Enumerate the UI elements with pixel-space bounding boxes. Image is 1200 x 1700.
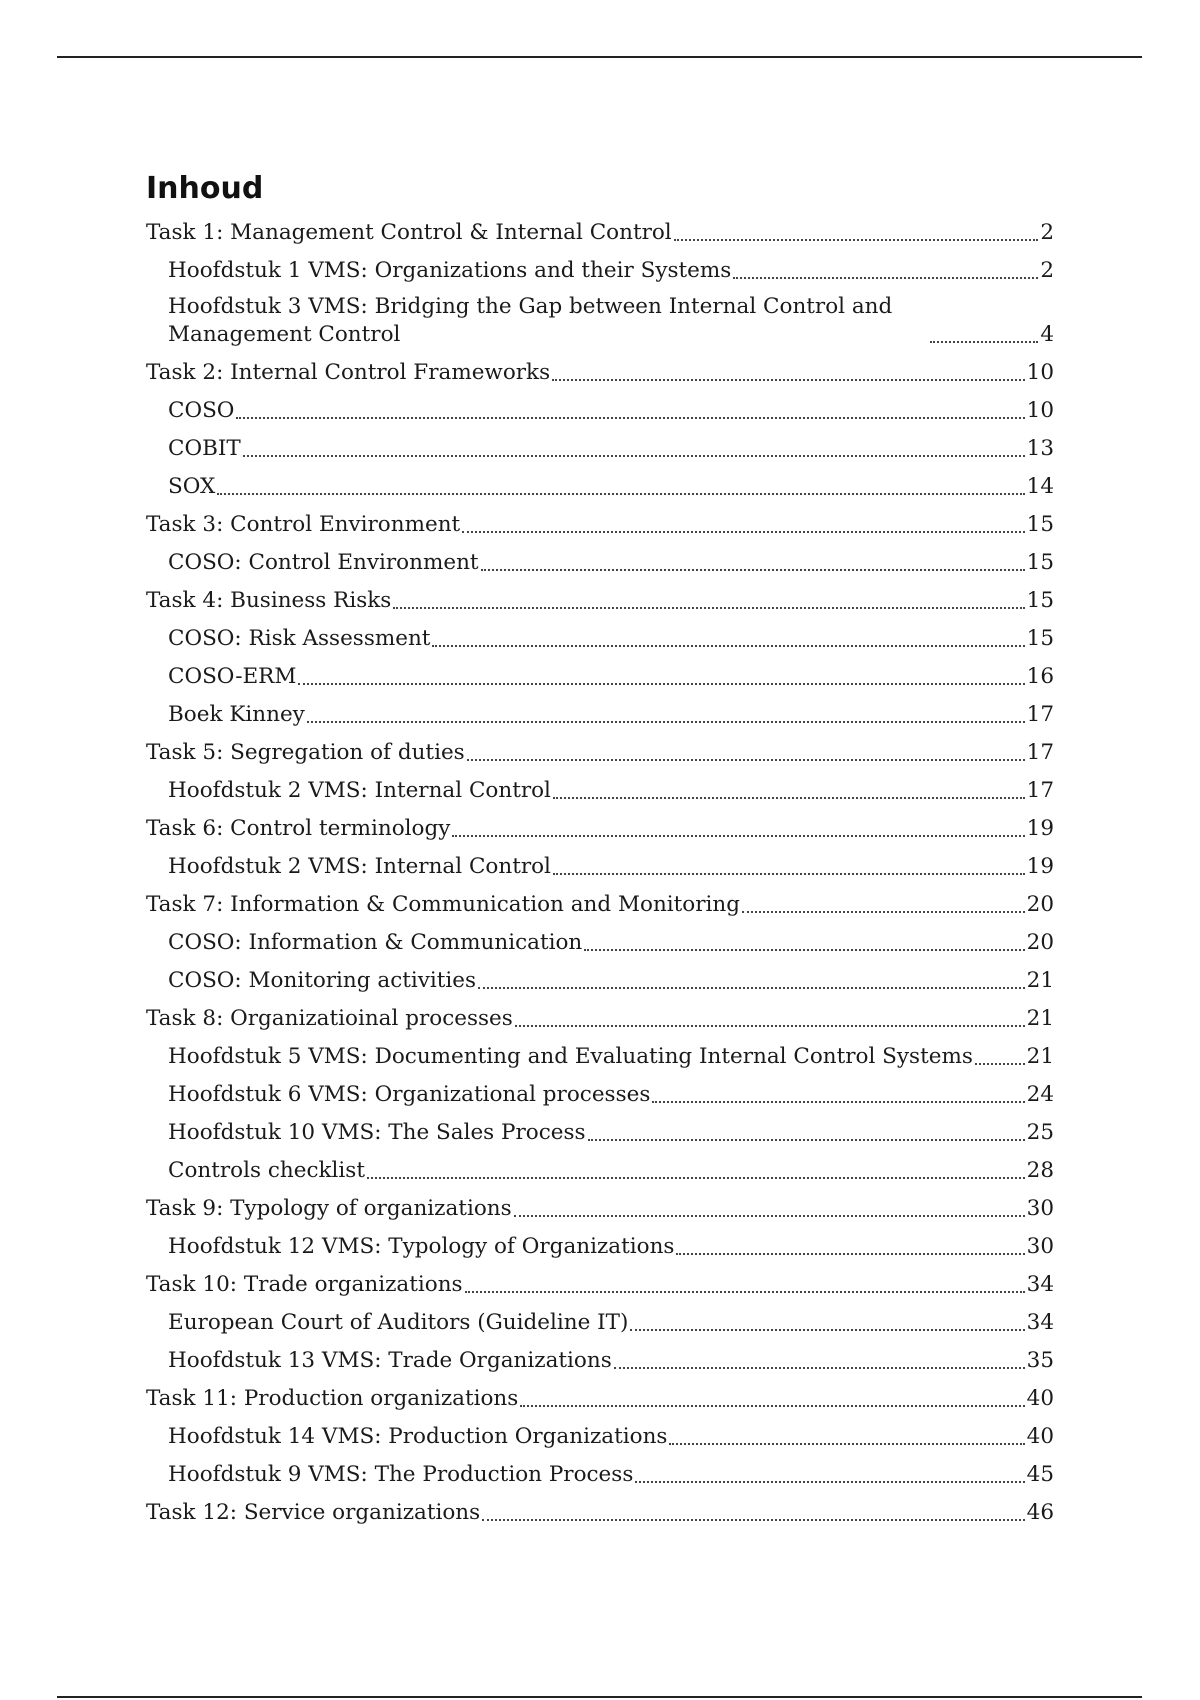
toc-entry-label: Hoofdstuk 12 VMS: Typology of Organizations [168,1234,675,1259]
toc-entry-label: COSO: Control Environment [168,550,479,575]
dot-leader [588,1139,1025,1141]
dot-leader [452,835,1024,837]
toc-entry-page: 45 [1026,1462,1054,1487]
toc-entry-page: 15 [1026,626,1054,651]
toc-entry-label: Task 4: Business Risks [146,588,392,613]
toc-entry-label: Task 12: Service organizations [146,1500,481,1525]
toc-entry-label: COSO: Information & Communication [168,930,583,955]
toc-entry-hoofdstuk-2[interactable] [146,772,1054,810]
toc-entry-page: 19 [1026,816,1054,841]
dot-leader [465,1291,1025,1293]
toc-entry-page: 2 [1040,258,1054,283]
dot-leader [553,797,1025,799]
toc-entry-coso-control-environment[interactable] [146,544,1054,582]
toc-entry-label: COSO: Monitoring activities [168,968,477,993]
dot-leader [367,1177,1025,1179]
toc-entry-coso-risk-assessment[interactable] [146,620,1054,658]
toc-entry-label: Hoofdstuk 2 VMS: Internal Control [168,778,551,803]
dot-leader [236,417,1024,419]
toc-entry-coso-information[interactable] [146,924,1054,962]
toc-entry-task-4[interactable] [146,582,1054,620]
toc-entry-page: 15 [1026,588,1054,613]
toc-entry-controls-checklist[interactable] [146,1152,1054,1190]
toc-entry-label: Task 6: Control terminology [146,816,451,841]
toc-entry-task-5[interactable] [146,734,1054,772]
toc-entry-label: Task 5: Segregation of duties [146,740,465,765]
dot-leader [930,341,1038,343]
toc-entry-label: Hoofdstuk 2 VMS: Internal Control [168,854,551,879]
toc-entry-page: 30 [1026,1196,1054,1221]
toc-entry-coso-monitoring[interactable] [146,962,1054,1000]
dot-leader [674,239,1039,241]
toc-entry-page: 10 [1026,360,1054,385]
toc-entry-page: 15 [1026,550,1054,575]
toc-title: Inhoud [146,171,264,206]
toc-entry-hoofdstuk-10[interactable] [146,1114,1054,1152]
toc-entry-page: 21 [1026,1006,1054,1031]
toc-entry-page: 40 [1026,1424,1054,1449]
dot-leader [515,1025,1025,1027]
toc-entry-label: COBIT [168,436,241,461]
toc-entry-task-6[interactable] [146,810,1054,848]
dot-leader [393,607,1024,609]
toc-entry-task-2[interactable] [146,354,1054,392]
toc-entry-label: COSO [168,398,235,423]
toc-entry-hoofdstuk-12[interactable] [146,1228,1054,1266]
toc-entry-task-7[interactable] [146,886,1054,924]
toc-entry-page: 16 [1026,664,1054,689]
toc-entry-label: Hoofdstuk 10 VMS: The Sales Process [168,1120,586,1145]
toc-entry-task-3[interactable] [146,506,1054,544]
dot-leader [630,1329,1024,1331]
header-rule [57,56,1142,58]
toc-entry-page: 28 [1026,1158,1054,1183]
toc-entry-page: 17 [1026,778,1054,803]
dot-leader [742,911,1025,913]
toc-entry-task-1[interactable] [146,214,1054,252]
toc-entry-hoofdstuk-5[interactable] [146,1038,1054,1076]
toc-entry-page: 2 [1040,220,1054,245]
dot-leader [584,949,1024,951]
toc-entry-label: Task 10: Trade organizations [146,1272,463,1297]
toc-entry-page: 13 [1026,436,1054,461]
toc-entry-label: European Court of Auditors (Guideline IT) [168,1310,629,1335]
dot-leader [733,277,1038,279]
toc-entry-label: SOX [168,474,216,499]
toc-entry-label: Hoofdstuk 14 VMS: Production Organizations [168,1424,668,1449]
toc-entry-page: 14 [1026,474,1054,499]
dot-leader [552,379,1025,381]
table-of-contents [146,168,1054,1532]
toc-entry-label: Task 3: Control Environment [146,512,461,537]
dot-leader [669,1443,1024,1445]
toc-entry-coso[interactable] [146,392,1054,430]
toc-entry-task-12[interactable] [146,1494,1054,1532]
dot-leader [467,759,1025,761]
toc-entry-label: Hoofdstuk 13 VMS: Trade Organizations [168,1348,612,1373]
toc-entry-hoofdstuk-3[interactable] [146,290,1054,354]
dot-leader [481,569,1025,571]
toc-entry-page: 35 [1026,1348,1054,1373]
toc-entry-page: 24 [1026,1082,1054,1107]
toc-entry-hoofdstuk-2-b[interactable] [146,848,1054,886]
footer-rule [57,1696,1142,1698]
toc-entry-page: 34 [1026,1310,1054,1335]
toc-entry-hoofdstuk-6[interactable] [146,1076,1054,1114]
toc-entry-label: Controls checklist [168,1158,365,1183]
toc-entry-page: 25 [1026,1120,1054,1145]
dot-leader [482,1519,1024,1521]
toc-entry-task-8[interactable] [146,1000,1054,1038]
dot-leader [298,683,1024,685]
toc-entry-hoofdstuk-9[interactable] [146,1456,1054,1494]
toc-entry-label: Task 8: Organizatioinal processes [146,1006,513,1031]
toc-entry-label: Hoofdstuk 1 VMS: Organizations and their Systems [168,258,732,283]
toc-entry-european-court[interactable] [146,1304,1054,1342]
toc-entry-label: Task 2: Internal Control Frameworks [146,360,551,385]
dot-leader [217,493,1024,495]
toc-entry-label: COSO: Risk Assessment [168,626,431,651]
toc-entry-task-11[interactable] [146,1380,1054,1418]
toc-entry-page: 15 [1026,512,1054,537]
dot-leader [432,645,1024,647]
toc-entry-page: 17 [1026,702,1054,727]
toc-entry-page: 46 [1026,1500,1054,1525]
toc-entry-coso-erm[interactable] [146,658,1054,696]
dot-leader [652,1101,1024,1103]
toc-entry-sox[interactable] [146,468,1054,506]
dot-leader [553,873,1025,875]
dot-leader [243,455,1025,457]
dot-leader [520,1405,1024,1407]
toc-entry-label: Hoofdstuk 3 VMS: Bridging the Gap between Internal Control and Management Control [168,294,893,347]
toc-entry-label: Hoofdstuk 9 VMS: The Production Process [168,1462,634,1487]
dot-leader [676,1253,1024,1255]
toc-entry-task-10[interactable] [146,1266,1054,1304]
dot-leader [462,531,1024,533]
dot-leader [614,1367,1025,1369]
toc-entry-label: Boek Kinney [168,702,305,727]
toc-entry-boek-kinney[interactable] [146,696,1054,734]
toc-entry-label: COSO-ERM [168,664,297,689]
toc-entry-page: 30 [1026,1234,1054,1259]
toc-entry-task-9[interactable] [146,1190,1054,1228]
toc-entry-page: 21 [1026,968,1054,993]
toc-entry-page: 4 [1040,322,1054,347]
dot-leader [478,987,1025,989]
toc-entry-label: Task 7: Information & Communication and Monitoring [146,892,741,917]
toc-entry-page: 34 [1026,1272,1054,1297]
toc-entry-label: Task 11: Production organizations [146,1386,519,1411]
toc-entry-label: Hoofdstuk 5 VMS: Documenting and Evaluating Internal Control Systems [168,1044,973,1069]
dot-leader [514,1215,1025,1217]
dot-leader [307,721,1025,723]
toc-entry-page: 20 [1026,930,1054,955]
toc-entry-page: 17 [1026,740,1054,765]
dot-leader [975,1063,1025,1065]
toc-entry-hoofdstuk-14[interactable] [146,1418,1054,1456]
toc-entry-page: 10 [1026,398,1054,423]
toc-list [146,214,1054,1532]
dot-leader [635,1481,1024,1483]
toc-entry-cobit[interactable] [146,430,1054,468]
toc-entry-page: 21 [1026,1044,1054,1069]
toc-entry-hoofdstuk-13[interactable] [146,1342,1054,1380]
toc-entry-label: Task 9: Typology of organizations [146,1196,512,1221]
toc-entry-hoofdstuk-1[interactable] [146,252,1054,290]
toc-entry-page: 40 [1026,1386,1054,1411]
toc-entry-label: Task 1: Management Control & Internal Control [146,220,672,245]
toc-entry-page: 19 [1026,854,1054,879]
toc-entry-label: Hoofdstuk 6 VMS: Organizational processes [168,1082,651,1107]
toc-entry-page: 20 [1026,892,1054,917]
